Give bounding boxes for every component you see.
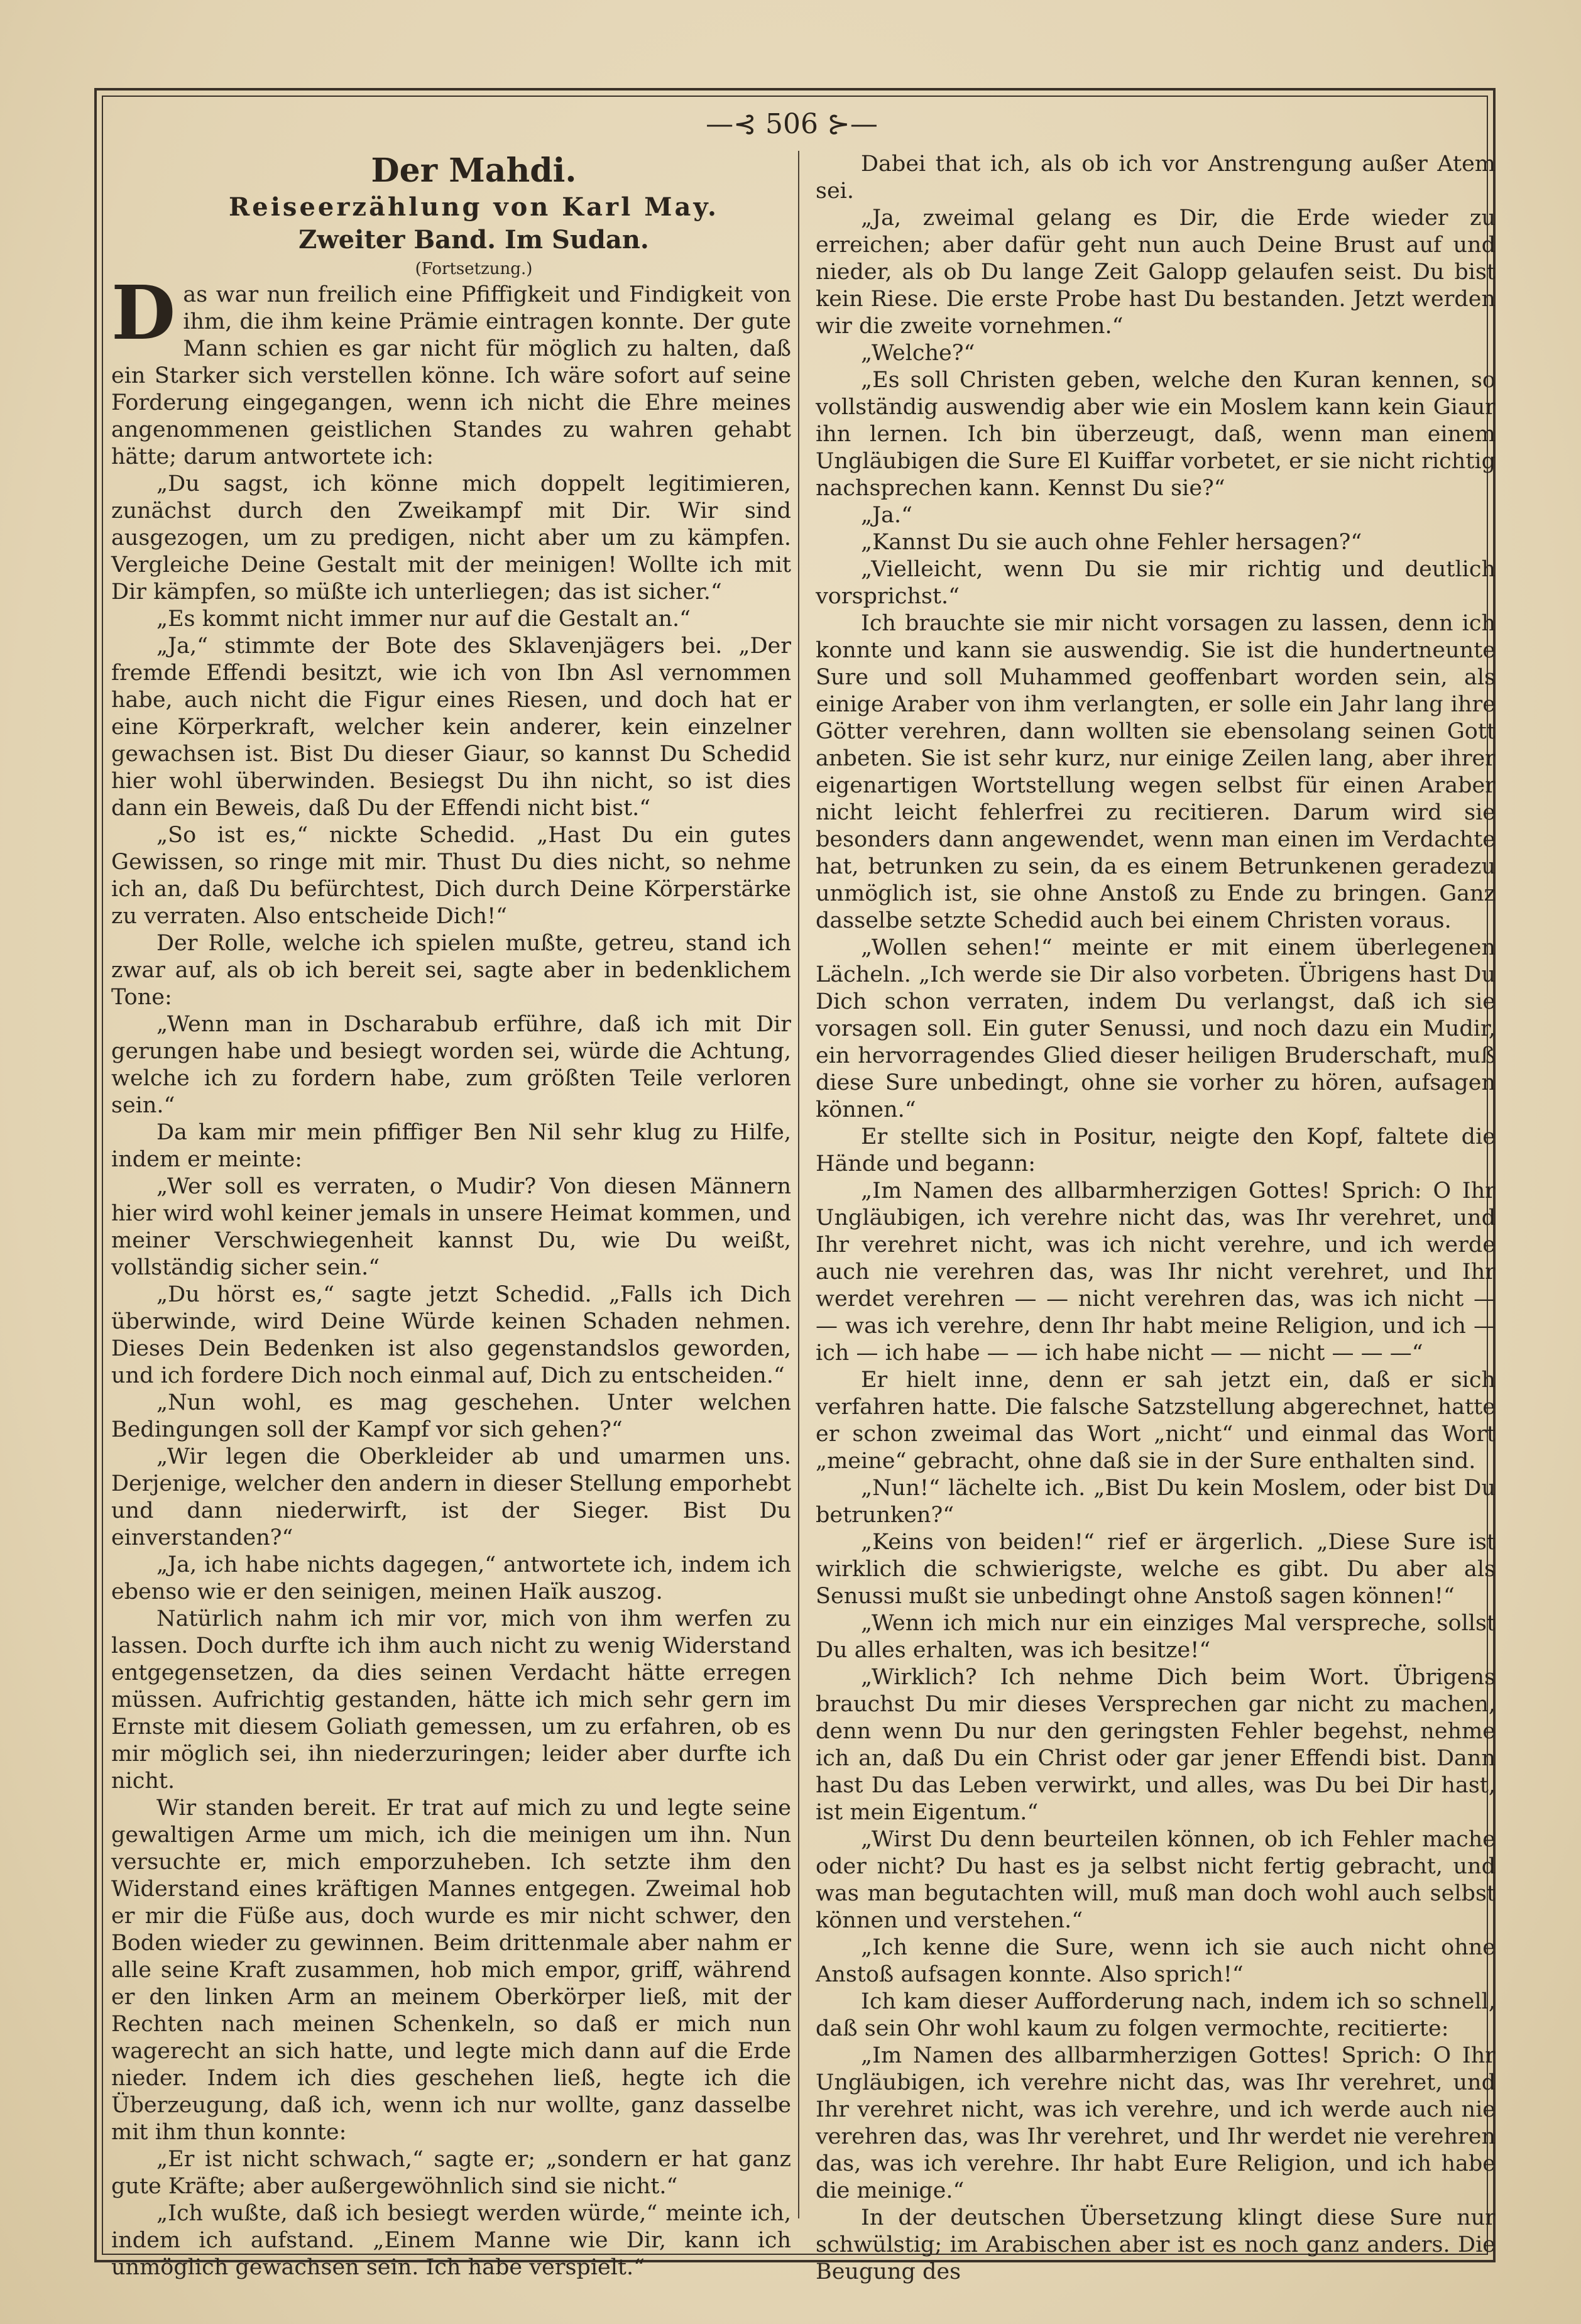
- left-paragraph: „Ich wußte, daß ich besiegt werden würde,“ meinte ich, indem ich aufstand. „Einem Manne wie Dir, kann ich unmöglich gewachsen sein. Ich habe verspielt.“: [111, 2201, 791, 2280]
- left-paragraph: „Es kommt nicht immer nur auf die Gestalt an.“: [156, 606, 691, 632]
- right-paragraph: „Vielleicht, wenn Du sie mir richtig und deutlich vorsprichst.“: [816, 557, 1496, 609]
- left-column: [111, 151, 791, 2280]
- right-paragraph: „Wollen sehen!“ meinte er mit einem überlegenen Lächeln. „Ich werde sie Dir also vorbeten. Übrigens hast Du Dich schon verraten, indem Du verlangst, daß ich sie vorsagen soll. Ein guter Senussi, und noch dazu ein Mudir, ein hervorragendes Glied dieser heiligen Bruderschaft, muß diese Sure unbedingt, ohne sie vorher zu hören, aufsagen können.“: [816, 935, 1496, 1122]
- right-column: [816, 151, 1496, 2284]
- right-paragraph: Ich kam dieser Aufforderung nach, indem ich so schnell, daß sein Ohr wohl kaum zu folgen vermochte, recitierte:: [816, 1989, 1496, 2041]
- opening-paragraph-text: as war nun freilich eine Pfiffigkeit und Findigkeit von ihm, die ihm keine Prämie eintragen konnte. Der gute Mann schien es gar nicht für möglich zu halten, daß ein Starker sich verstellen könne. Ich wäre sofort auf seine Forderung eingegangen, wenn ich nicht die Ehre meines angenommenen geistlichen Standes zu wahren gehabt hätte; darum antwortete ich:: [111, 282, 791, 469]
- article-subtitle: Reiseerzählung von Karl May.: [229, 192, 719, 222]
- left-paragraph: „Er ist nicht schwach,“ sagte er; „sondern er hat ganz gute Kräfte; aber außergewöhnlich sind sie nicht.“: [111, 2147, 791, 2199]
- right-paragraph: „Ja.“: [861, 503, 913, 528]
- right-paragraph: Er hielt inne, denn er sah jetzt ein, daß er sich verfahren hatte. Die falsche Satzstellung abgerechnet, hatte er schon zweimal das Wort „nicht“ und einmal das Wort „meine“ gebracht, ohne daß sie in der Sure enthalten sind.: [816, 1368, 1496, 1474]
- left-paragraph: Der Rolle, welche ich spielen mußte, getreu, stand ich zwar auf, als ob ich bereit sei, sagte aber in bedenklichem Tone:: [111, 931, 791, 1010]
- page-number: —⊰ 506 ⊱—: [706, 108, 878, 140]
- right-paragraph: „Keins von beiden!“ rief er ärgerlich. „Diese Sure ist wirklich die schwierigste, welche es gibt. Du aber als Senussi mußt sie unbedingt ohne Anstoß sagen können!“: [816, 1530, 1496, 1609]
- right-paragraph: „Wenn ich mich nur ein einziges Mal verspreche, sollst Du alles erhalten, was ich besitze!“: [816, 1611, 1496, 1663]
- right-paragraph: „Ja, zweimal gelang es Dir, die Erde wieder zu erreichen; aber dafür geht nun auch Deine Brust auf und nieder, als ob Du lange Zeit Galopp gelaufen seist. Du bist kein Riese. Die erste Probe hast Du bestanden. Jetzt werden wir die zweite vornehmen.“: [816, 206, 1496, 339]
- right-paragraph: In der deutschen Übersetzung klingt diese Sure nur schwülstig; im Arabischen aber ist es noch ganz anders. Die Beugung des: [816, 2205, 1496, 2284]
- column-divider: [798, 151, 799, 2218]
- left-paragraph: „So ist es,“ nickte Schedid. „Hast Du ein gutes Gewissen, so ringe mit mir. Thust Du dies nicht, so nehme ich an, daß Du befürchtest, Dich durch Deine Körperstärke zu verraten. Also entscheide Dich!“: [111, 823, 791, 929]
- left-paragraph: „Wer soll es verraten, o Mudir? Von diesen Männern hier wird wohl keiner jemals in unsere Heimat kommen, und meiner Verschwiegenheit kannst Du, wie Du weißt, vollständig sicher sein.“: [111, 1174, 791, 1280]
- left-paragraph: Da kam mir mein pfiffiger Ben Nil sehr klug zu Hilfe, indem er meinte:: [111, 1120, 791, 1172]
- left-paragraph: „Wenn man in Dscharabub erführe, daß ich mit Dir gerungen habe und besiegt worden sei, würde die Achtung, welche ich zu fordern habe, zum größten Teile verloren sein.“: [111, 1012, 791, 1118]
- right-paragraph: Dabei that ich, als ob ich vor Anstrengung außer Atem sei.: [816, 151, 1496, 204]
- left-paragraph: „Du sagst, ich könne mich doppelt legitimieren, zunächst durch den Zweikampf mit Dir. Wir sind ausgezogen, um zu predigen, nicht aber um zu kämpfen. Vergleiche Deine Gestalt mit der meinigen! Wollte ich mit Dir kämpfen, so müßte ich unterliegen; das ist sicher.“: [111, 471, 791, 605]
- right-paragraph: „Im Namen des allbarmherzigen Gottes! Sprich: O Ihr Ungläubigen, ich verehre nicht das, was Ihr verehret, und Ihr verehret nicht, was ich nicht verehre, und ich werde auch nie verehren das, was Ihr nicht verehret, und Ihr werdet verehren — — nicht verehren das, was ich nicht — — was ich verehre, denn Ihr habt meine Religion, und ich — ich — ich habe — — ich habe nicht — — nicht — — —“: [816, 1178, 1496, 1366]
- right-paragraph: „Wirst Du denn beurteilen können, ob ich Fehler mache oder nicht? Du hast es ja selbst nicht fertig gebracht, und was man begutachten will, muß man doch wohl auch selbst können und verstehen.“: [816, 1827, 1496, 1933]
- right-paragraph: Er stellte sich in Positur, neigte den Kopf, faltete die Hände und begann:: [816, 1124, 1496, 1176]
- left-paragraph: „Ja,“ stimmte der Bote des Sklavenjägers bei. „Der fremde Effendi besitzt, wie ich von Ibn Asl vernommen habe, auch nicht die Figur eines Riesen, und doch hat er eine Körperkraft, welcher kein anderer, kein einzelner gewachsen ist. Bist Du dieser Giaur, so kannst Du Schedid hier wohl überwinden. Besiegst Du ihn nicht, so ist dies dann ein Beweis, daß Du der Effendi nicht bist.“: [111, 633, 791, 821]
- right-paragraph: „Nun!“ lächelte ich. „Bist Du kein Moslem, oder bist Du betrunken?“: [816, 1476, 1496, 1528]
- right-paragraph: Ich brauchte sie mir nicht vorsagen zu lassen, denn ich konnte und kann sie auswendig. Sie ist die hundertneunte Sure und soll Muhammed geoffenbart worden sein, als einige Araber von ihm verlangten, er solle ein Jahr lang ihre Götter verehren, dann wollten sie ebensolang seinen Gott anbeten. Sie ist sehr kurz, nur einige Zeilen lang, aber ihrer eigenartigen Wortstellung wegen selbst für einen Araber nicht leicht fehlerfrei zu recitieren. Darum wird sie besonders dann angewendet, wenn man einen im Verdachte hat, betrunken zu sein, da es einem Betrunkenen geradezu unmöglich ist, sie ohne Anstoß zu Ende zu bringen. Ganz dasselbe setzte Schedid auch bei einem Christen voraus.: [816, 611, 1496, 933]
- drop-cap: D: [111, 269, 176, 356]
- left-paragraph: Natürlich nahm ich mir vor, mich von ihm werfen zu lassen. Doch durfte ich ihm auch nicht zu wenig Widerstand entgegensetzen, da dies seinen Verdacht hätte erregen müssen. Aufrichtig gestanden, hätte ich mich sehr gern im Ernste mit diesem Goliath gemessen, um zu erfahren, ob es mir möglich sei, ihn niederzuringen; leider aber durfte ich nicht.: [111, 1606, 791, 1794]
- right-paragraph: „Im Namen des allbarmherzigen Gottes! Sprich: O Ihr Ungläubigen, ich verehre nicht das, was Ihr verehret, und Ihr verehret nicht, was ich verehre, und ich werde auch nie verehren das, was Ihr verehret, und Ihr werdet nie verehren das, was ich verehre. Ihr habt Eure Religion, und ich habe die meinige.“: [816, 2043, 1496, 2203]
- right-paragraph: „Ich kenne die Sure, wenn ich sie auch nicht ohne Anstoß aufsagen konnte. Also sprich!“: [816, 1935, 1496, 1987]
- right-paragraph: „Kannst Du sie auch ohne Fehler hersagen?“: [861, 530, 1362, 555]
- right-paragraph: „Es soll Christen geben, welche den Kuran kennen, so vollständig auswendig aber wie ein Moslem kann kein Giaur ihn lernen. Ich bin überzeugt, daß, wenn man einem Ungläubigen die Sure El Kuiffar vorbetet, er sie nicht richtig nachsprechen kann. Kennst Du sie?“: [816, 368, 1496, 501]
- right-paragraph: „Welche?“: [861, 341, 975, 366]
- article-volume: Zweiter Band. Im Sudan.: [298, 225, 649, 255]
- article-title: Der Mahdi.: [371, 151, 577, 190]
- continuation-note: (Fortsetzung.): [415, 260, 533, 278]
- right-paragraph: „Wirklich? Ich nehme Dich beim Wort. Übrigens brauchst Du mir dieses Versprechen gar nicht zu machen, denn wenn Du nur den geringsten Fehler begehst, nehme ich an, daß Du ein Christ oder gar jener Effendi bist. Dann hast Du das Leben verwirkt, und alles, was Du bei Dir hast, ist mein Eigentum.“: [816, 1665, 1496, 1825]
- left-paragraph: „Ja, ich habe nichts dagegen,“ antwortete ich, indem ich ebenso wie er den seinigen, meinen Haïk auszog.: [111, 1552, 791, 1604]
- left-paragraph: „Nun wohl, es mag geschehen. Unter welchen Bedingungen soll der Kampf vor sich gehen?“: [111, 1390, 791, 1442]
- left-paragraph: „Du hörst es,“ sagte jetzt Schedid. „Falls ich Dich überwinde, wird Deine Würde keinen Schaden nehmen. Dieses Dein Bedenken ist also gegenstandslos geworden, und ich fordere Dich noch einmal auf, Dich zu entscheiden.“: [111, 1282, 791, 1388]
- left-paragraph: „Wir legen die Oberkleider ab und umarmen uns. Derjenige, welcher den andern in dieser Stellung emporhebt und dann niederwirft, ist der Sieger. Bist Du einverstanden?“: [111, 1444, 791, 1550]
- left-paragraph: Wir standen bereit. Er trat auf mich zu und legte seine gewaltigen Arme um mich, ich die meinigen um ihn. Nun versuchte er, mich emporzuheben. Ich setzte ihm den Widerstand eines kräftigen Mannes entgegen. Zweimal hob er mir die Füße aus, doch wurde es mir nicht schwer, den Boden wieder zu gewinnen. Beim drittenmale aber nahm er alle seine Kraft zusammen, hob mich empor, griff, während er den linken Arm an meinem Oberkörper ließ, mit der Rechten nach meinen Schenkeln, so daß er mich nun wagerecht an sich hatte, und legte mich dann auf die Erde nieder. Indem ich dies geschehen ließ, hegte ich die Überzeugung, daß ich, wenn ich nur wollte, ganz dasselbe mit ihm thun konnte:: [111, 1795, 791, 2145]
